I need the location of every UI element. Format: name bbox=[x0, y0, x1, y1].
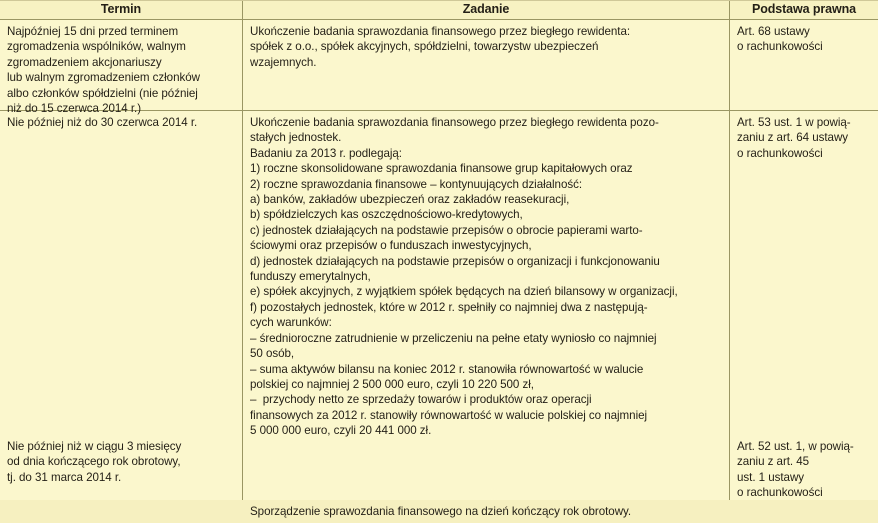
text-line: od dnia kończącego rok obrotowy, bbox=[7, 455, 181, 469]
text-line: niż do 15 czerwca 2014 r.) bbox=[7, 102, 142, 116]
text-line: tj. do 31 marca 2014 r. bbox=[7, 470, 122, 484]
text-line: a) banków, zakładów ubezpieczeń oraz zakładów reasekuracji, bbox=[250, 193, 570, 207]
column-header-zadanie: Zadanie bbox=[243, 0, 730, 19]
table-header-row bbox=[0, 0, 878, 20]
text-line: – suma aktywów bilansu na koniec 2012 r. stanowiła równowartość w walucie bbox=[250, 362, 644, 376]
text-line: 1) roczne skonsolidowane sprawozdania finansowe grup kapitałowych oraz bbox=[250, 162, 633, 176]
text-line: – średnioroczne zatrudnienie w przeliczeniu na pełne etaty wyniosło co najmniej bbox=[250, 331, 657, 345]
text-line: lub walnym zgromadzeniem członków bbox=[7, 71, 200, 85]
column-zadanie bbox=[243, 20, 730, 518]
text-line: 5 000 000 euro, czyli 20 441 000 zł. bbox=[250, 424, 432, 438]
column-termin bbox=[0, 20, 243, 500]
text-line: zaniu z art. 45 bbox=[737, 455, 810, 469]
text-line: zgromadzenia wspólników, walnym bbox=[7, 40, 186, 54]
column-podstawa bbox=[730, 20, 878, 500]
text-line: cych warunków: bbox=[250, 316, 332, 330]
text-line: o rachunkowości bbox=[737, 40, 823, 54]
text-line: Sporządzenie sprawozdania finansowego na dzień kończący rok obrotowy. bbox=[250, 505, 632, 518]
cell-termin-row1 bbox=[0, 20, 242, 116]
text-line: Ukończenie badania sprawozdania finansowego przez biegłego rewidenta: bbox=[250, 25, 631, 38]
cell-podstawa-row2 bbox=[730, 110, 878, 435]
text-line: stałych jednostek. bbox=[250, 131, 342, 145]
text-line: Najpóźniej 15 dni przed terminem bbox=[7, 25, 179, 38]
column-header-termin: Termin bbox=[0, 0, 243, 19]
cell-termin-row2 bbox=[0, 110, 242, 435]
text-line: ust. 1 ustawy bbox=[737, 470, 805, 484]
cell-podstawa-row1 bbox=[730, 20, 878, 110]
text-line: spółek z o.o., spółek akcyjnych, spółdzielni, towarzystw ubezpieczeń bbox=[250, 40, 599, 54]
cell-zadanie-row2 bbox=[243, 110, 729, 500]
text-line: e) spółek akcyjnych, z wyjątkiem spółek będących na dzień bilansowy w organizacji, bbox=[250, 285, 678, 299]
text-line: – przychody netto ze sprzedaży towarów i produktów oraz operacji bbox=[250, 393, 592, 407]
text-line: Nie później niż w ciągu 3 miesięcy bbox=[7, 440, 182, 453]
text-line: wzajemnych. bbox=[250, 55, 317, 69]
text-line: 50 osób, bbox=[250, 347, 295, 361]
cell-termin-row3 bbox=[0, 435, 242, 499]
text-line: albo członków spółdzielni (nie później bbox=[7, 86, 198, 100]
text-line: zaniu z art. 64 ustawy bbox=[737, 131, 849, 145]
text-line: Art. 68 ustawy bbox=[737, 25, 810, 38]
text-line: Art. 52 ust. 1, w powią- bbox=[737, 440, 854, 453]
text-line: funduszy emerytalnych, bbox=[250, 270, 371, 284]
text-line: 2) roczne sprawozdania finansowe – kontynuujących działalność: bbox=[250, 177, 583, 191]
text-line: finansowych za 2012 r. stanowiły równowartość w walucie polskiej co najmniej bbox=[250, 408, 648, 422]
text-line: c) jednostek działających na podstawie przepisów o obrocie papierami warto- bbox=[250, 223, 643, 237]
text-line: Art. 53 ust. 1 w powią- bbox=[737, 116, 851, 129]
cell-zadanie-row1 bbox=[243, 20, 729, 110]
column-header-podstawa: Podstawa prawna bbox=[751, 1, 857, 16]
text-line: f) pozostałych jednostek, które w 2012 r. spełniły co najmniej dwa z następują- bbox=[250, 300, 648, 314]
text-line: o rachunkowości bbox=[737, 486, 823, 500]
text-line: d) jednostek działających na podstawie przepisów o organizacji i funkcjonowaniu bbox=[250, 254, 660, 268]
text-line: Ukończenie badania sprawozdania finansowego przez biegłego rewidenta pozo- bbox=[250, 116, 659, 129]
text-line: ściowymi oraz przepisów o funduszach inwestycyjnych, bbox=[250, 239, 532, 253]
cell-zadanie-row3 bbox=[243, 500, 729, 523]
text-line: zgromadzeniem akcjonariuszy bbox=[7, 55, 162, 69]
text-line: Nie później niż do 30 czerwca 2014 r. bbox=[7, 116, 198, 129]
text-line: b) spółdzielczych kas oszczędnościowo-kredytowych, bbox=[250, 208, 523, 222]
text-line: Badaniu za 2013 r. podlegają: bbox=[250, 146, 402, 160]
table-body bbox=[0, 20, 878, 518]
cell-podstawa-row3 bbox=[730, 435, 878, 499]
text-line: o rachunkowości bbox=[737, 146, 823, 160]
text-line: polskiej co najmniej 2 500 000 euro, czyli 10 220 500 zł, bbox=[250, 377, 534, 391]
